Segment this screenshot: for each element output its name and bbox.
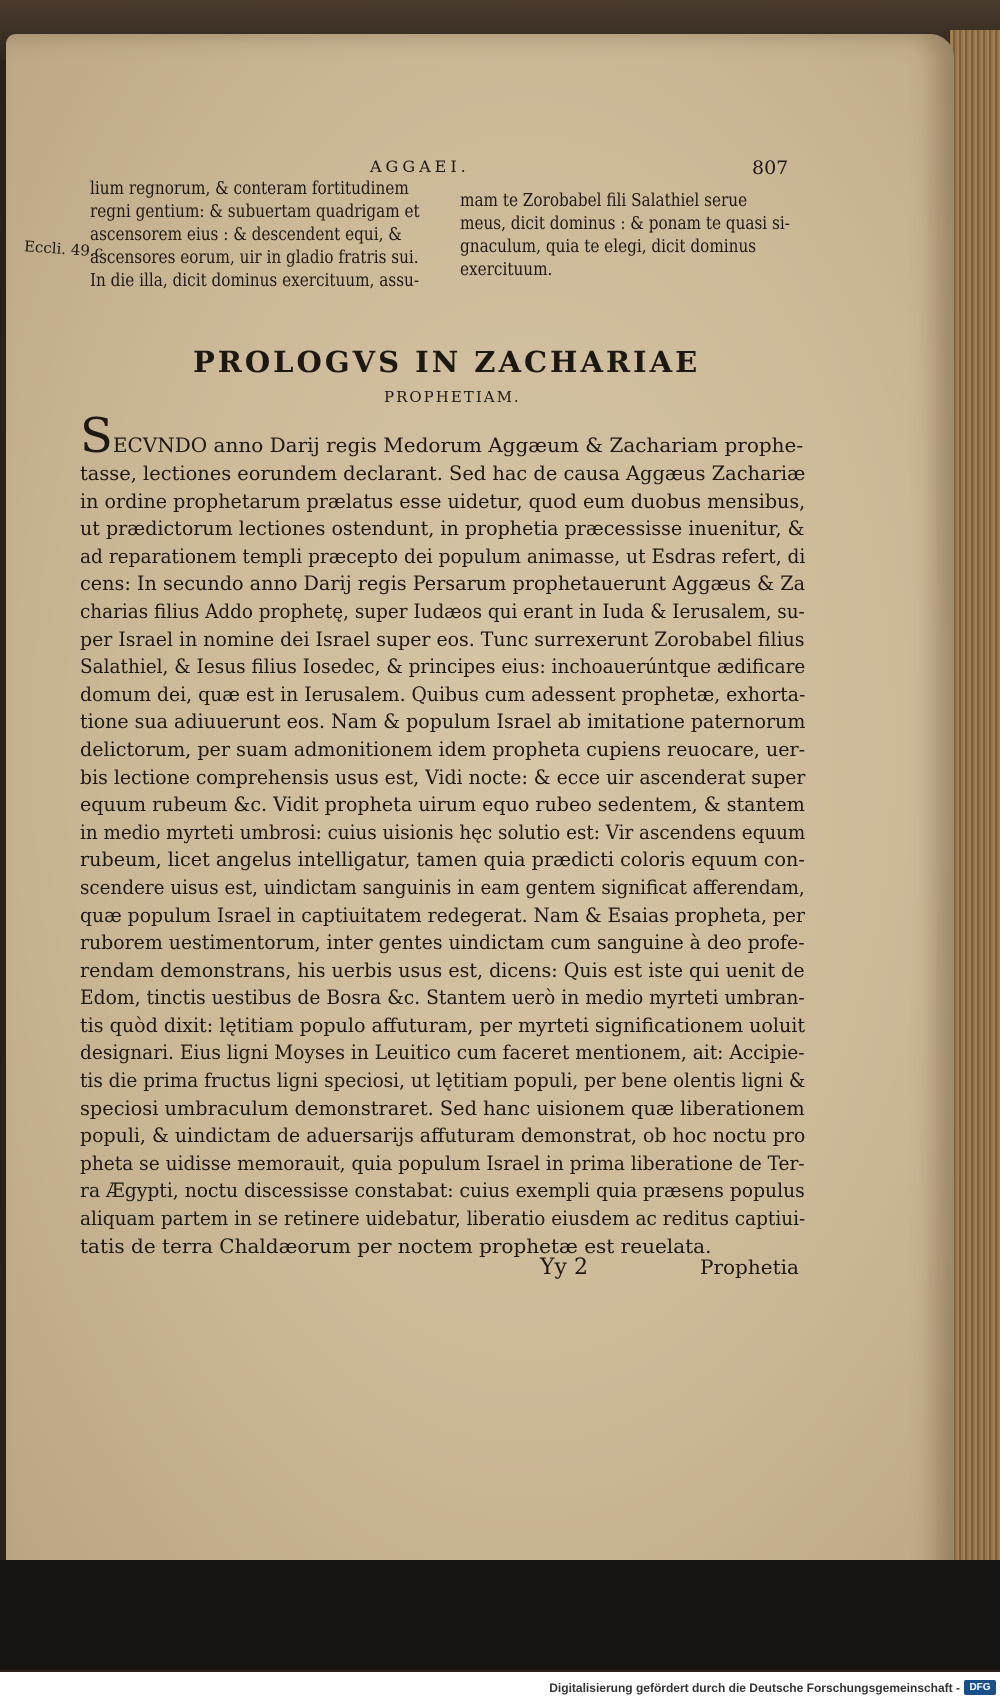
left-column-line: ascensorem eius : & descendent equi, & [90, 225, 402, 245]
body-line: per Israel in nomine dei Israel super eos. Tunc surrexerunt Zorobabel filius [80, 626, 805, 651]
page-edges [950, 30, 1000, 1610]
right-column-line: gnaculum, quia te elegi, dicit dominus [460, 237, 757, 257]
body-line: charias filius Addo prophetę, super Iudæos qui erant in Iuda & Ierusalem, su- [80, 598, 805, 623]
body-line: tis die prima fructus ligni speciosi, ut lętitiam populi, per bene olentis ligni & [80, 1068, 806, 1093]
page-number: 807 [752, 157, 789, 179]
body-line: tis quòd dixit: lętitiam populo affuturam, per myrteti significationem uoluit [80, 1012, 806, 1037]
right-column-line: mam te Zorobabel fili Salathiel serue [460, 191, 748, 211]
digitization-footer [0, 1672, 1000, 1704]
body-line: speciosi umbraculum demonstraret. Sed hanc uisionem quæ liberationem [80, 1095, 805, 1120]
body-line: bis lectione comprehensis usus est, Vidi nocte: & ecce uir ascenderat super [80, 764, 806, 789]
body-line: aliquam partem in se retinere uidebatur, liberatio eiusdem ac reditus captiui- [80, 1206, 806, 1231]
prologue-title: PROLOGVS IN ZACHARIAE [193, 345, 701, 379]
prologue-subtitle: PROPHETIAM. [384, 388, 521, 406]
body-line [80, 408, 805, 464]
left-column-line: regni gentium: & subuertam quadrigam et [90, 202, 420, 222]
left-column-line: ascensores eorum, uir in gladio fratris sui. [90, 248, 419, 268]
background-bottom [0, 1560, 1000, 1670]
left-column-line: lium regnorum, & conteram fortitudinem [90, 179, 409, 199]
dfg-logo: DFG [964, 1680, 996, 1695]
body-line: populi, & uindictam de aduersarijs affuturam demonstrat, ob hoc noctu pro [80, 1123, 806, 1148]
drop-cap: S [80, 408, 113, 464]
signature-mark: Yy 2 [540, 1255, 588, 1280]
body-line: pheta se uidisse memorauit, quia populum Israel in prima liberatione de Ter- [80, 1150, 805, 1175]
body-line: Edom, tinctis uestibus de Bosra &c. Stantem uerò in medio myrteti umbran- [80, 985, 805, 1010]
body-line: tasse, lectiones eorundem declarant. Sed hac de causa Aggæus Zachariæ [80, 461, 806, 485]
body-line: designari. Eius ligni Moyses in Leuitico cum faceret mentionem, ait: Accipie- [80, 1040, 805, 1065]
right-column-line: meus, dicit dominus : & ponam te quasi si- [460, 214, 790, 234]
body-line: rubeum, licet angelus intelligatur, tamen quia prædicti coloris equum con- [80, 847, 805, 872]
body-line: delictorum, per suam admonitionem idem propheta cupiens reuocare, uer- [80, 736, 806, 761]
body-line: Salathiel, & Iesus filius Iosedec, & principes eius: inchoauerúntque ædificare [80, 654, 806, 679]
body-line: ut prædictorum lectiones ostendunt, in prophetia præcessisse inuenitur, & [80, 516, 805, 541]
right-column-line: exercituum. [460, 260, 553, 280]
body-line: ra Ægypti, noctu discessisse constabat: cuius exempli quia præsens populus [80, 1178, 805, 1203]
running-head: AGGAEI. [370, 157, 470, 176]
body-line: in ordine prophetarum prælatus esse uidetur, quod eum duobus mensibus, [80, 488, 806, 513]
body-line: equum rubeum &c. Vidit propheta uirum equo rubeo sedentem, & stantem [80, 792, 805, 817]
catchword: Prophetia [700, 1255, 799, 1279]
body-line: ad reparationem templi præcepto dei populum animasse, ut Esdras refert, di [80, 543, 806, 568]
body-line-text: ECVNDO anno Darij regis Medorum Aggæum & Zachariam prophe- [112, 433, 804, 457]
body-line: scendere uisus est, uindictam sanguinis in eam gentem significat afferendam, [80, 874, 805, 899]
body-line: cens: In secundo anno Darij regis Persarum prophetauerunt Aggæus & Za [80, 571, 806, 596]
margin-note: Eccli. 49.c [23, 237, 104, 261]
left-column-line: In die illa, dicit dominus exercituum, assu- [90, 271, 419, 291]
body-line: tatis de terra Chaldæorum per noctem prophetæ est reuelata. [80, 1233, 712, 1258]
body-line: ruborem uestimentorum, inter gentes uindictam cum sanguine à deo profe- [80, 930, 805, 955]
body-line: rendam demonstrans, his uerbis usus est, dicens: Quis est iste qui uenit de [80, 957, 805, 982]
right-column [460, 190, 839, 282]
body-line: domum dei, quæ est in Ierusalem. Quibus cum adessent prophetæ, exhorta- [80, 681, 806, 706]
left-column [90, 178, 469, 293]
body-line: quæ populum Israel in captiuitatem redegerat. Nam & Esaias propheta, per [80, 902, 805, 927]
body-line: tione sua adiuuerunt eos. Nam & populum Israel ab imitatione paternorum [80, 709, 806, 734]
body-line: in medio myrteti umbrosi: cuius uisionis hęc solutio est: Vir ascendens equum [80, 819, 806, 844]
prologue-body [80, 408, 806, 1260]
footer-credit: Digitalisierung gefördert durch die Deutsche Forschungsgemeinschaft - [549, 1681, 960, 1695]
